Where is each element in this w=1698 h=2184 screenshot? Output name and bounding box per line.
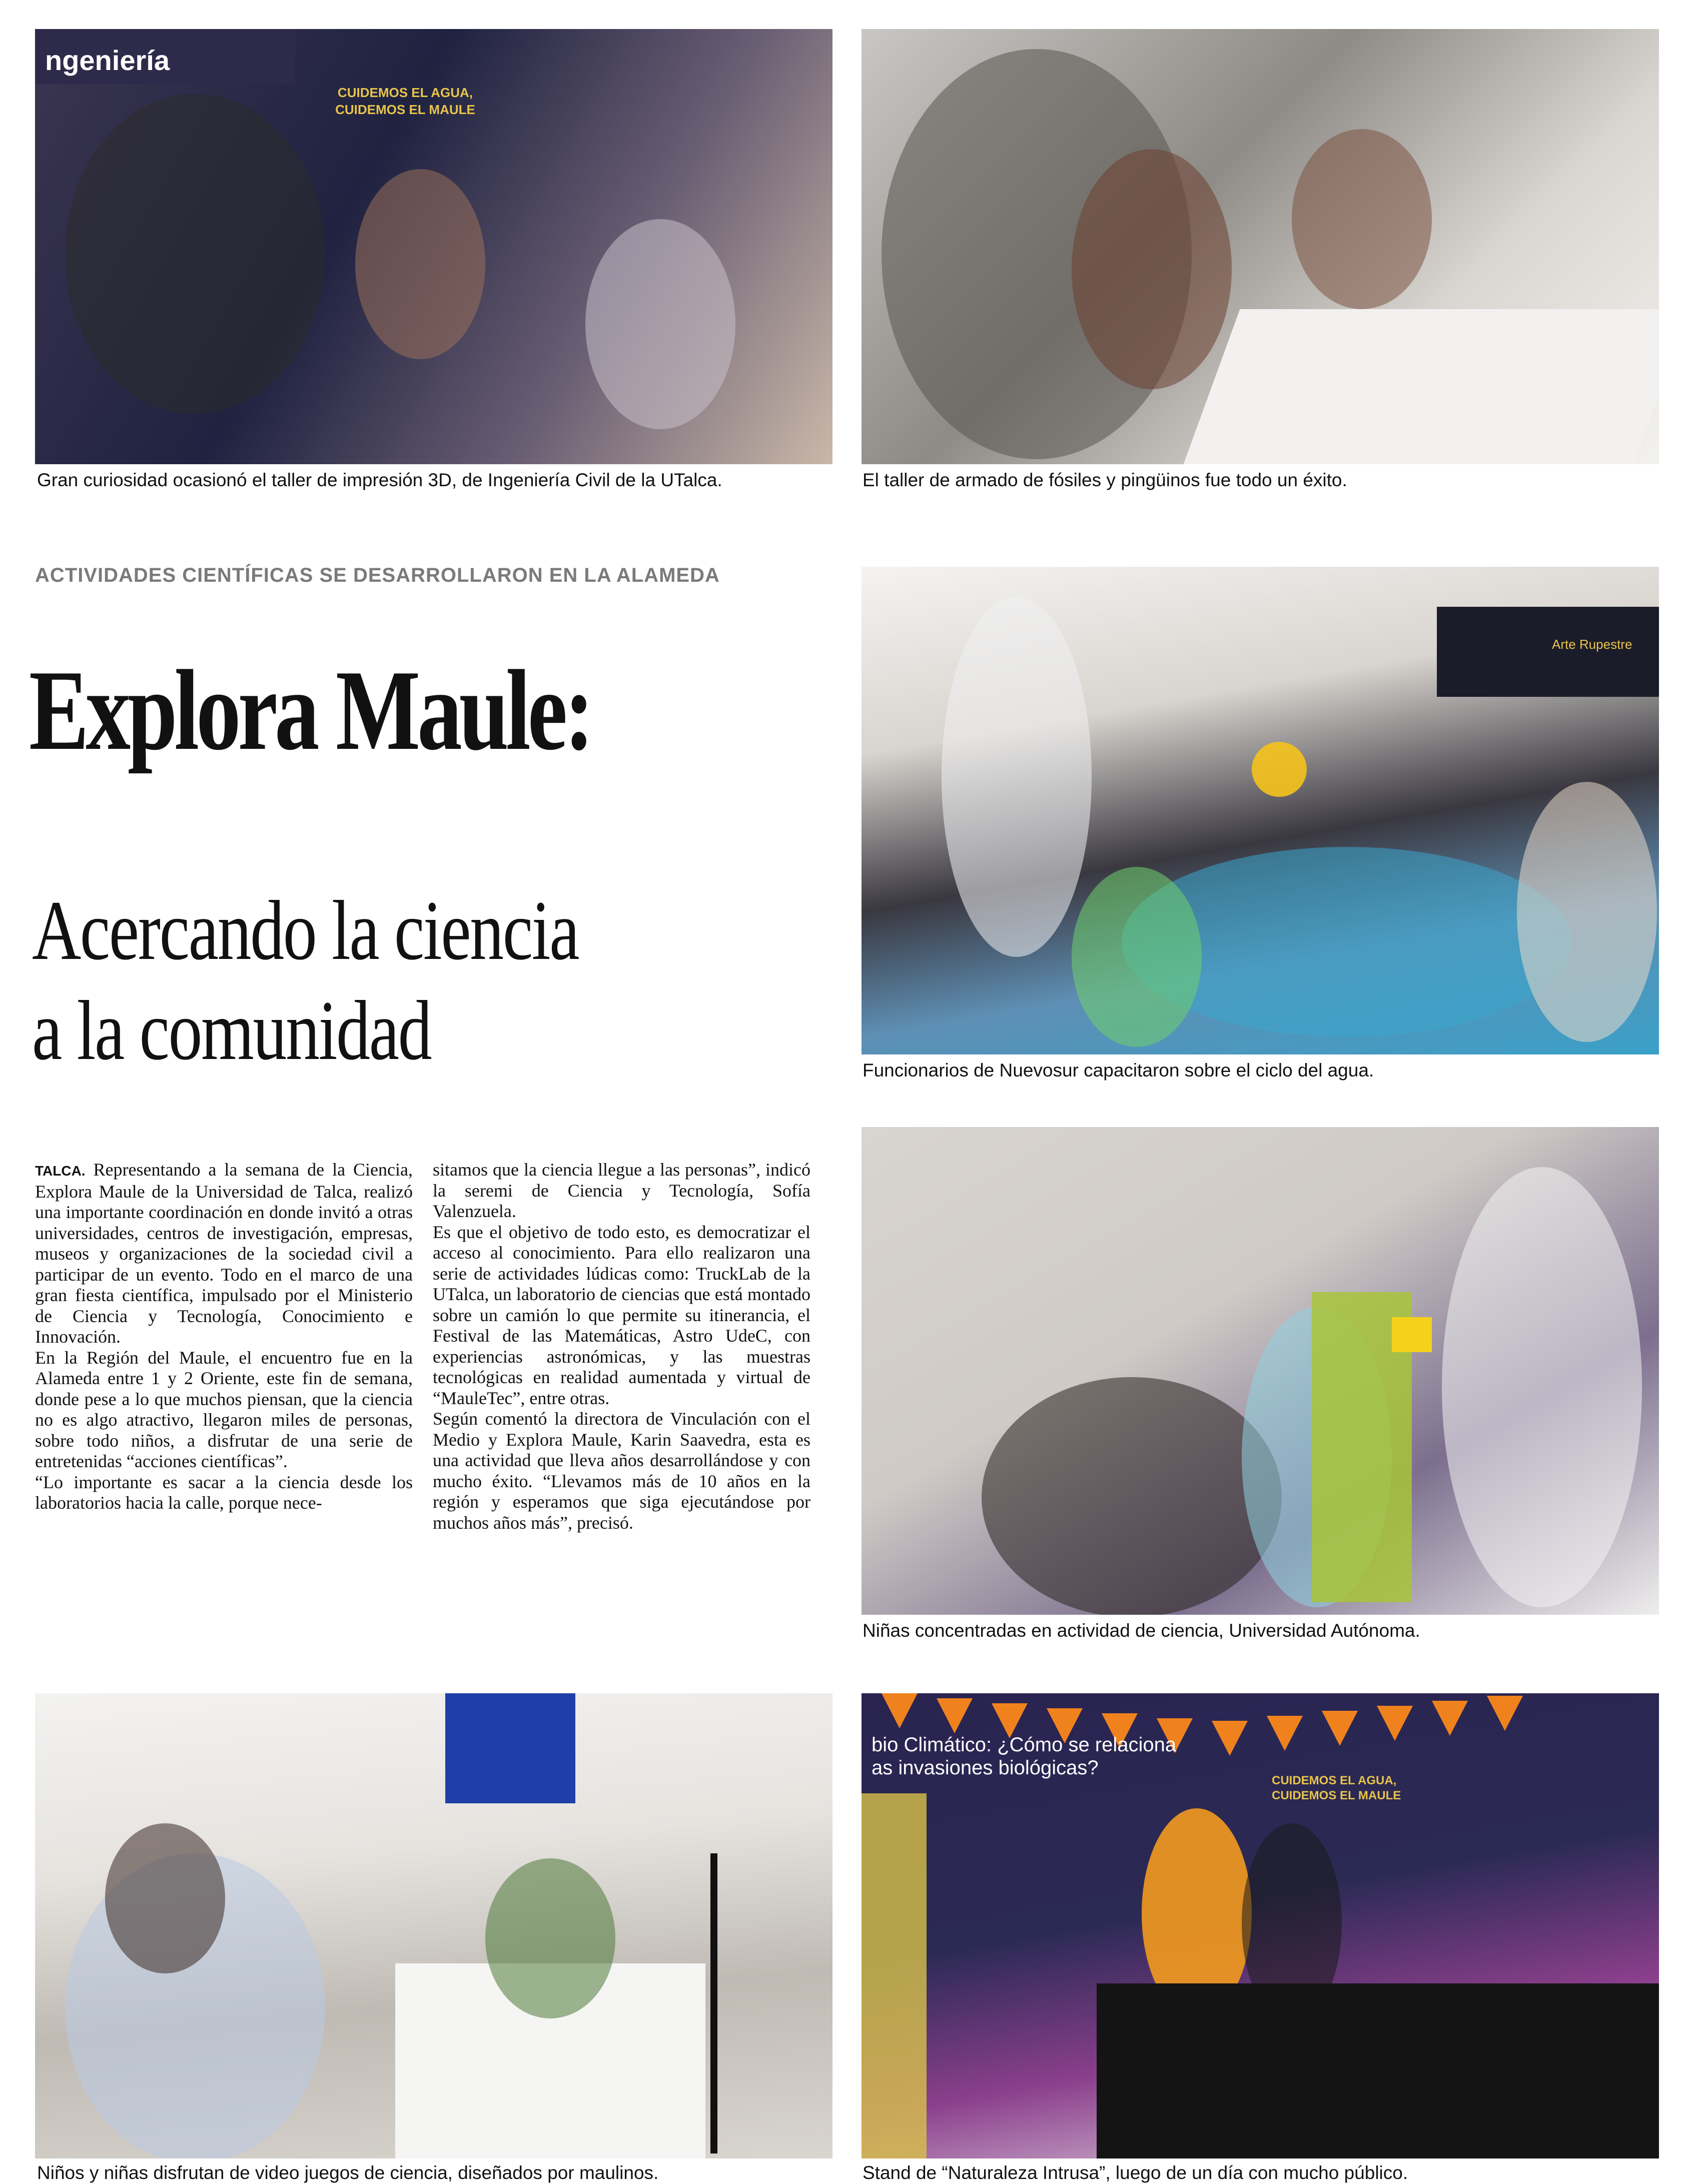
- photo-sign-line: CUIDEMOS EL MAULE: [335, 102, 475, 117]
- photo-science-video-games: [35, 1693, 832, 2158]
- photo-banner-line: bio Climático: ¿Cómo se relaciona: [872, 1734, 1177, 1756]
- article-paragraph: En la Región del Maule, el encuentro fue en la Alameda entre 1 y 2 Oriente, este fin de semana, donde pese a lo que muchos piensan, que la ciencia no es algo atractivo, llegaron miles de personas, sobre todo niños, a disfrutar de una serie de entretenidas “acciones científicas”.: [35, 1347, 413, 1471]
- photo-3d-printing-workshop: [35, 29, 832, 464]
- article-paragraph: TALCA. Representando a la semana de la Ciencia, Explora Maule de la Universidad de Talca, realizó una importante coordinación en donde invitó a otras universidades, centros de investigación, empresas, museos y organizaciones de la sociedad civil a participar de un evento. Todo en el marco de una gran fiesta científica, impulsado por el Ministerio de Ciencia y Tecnología, Conocimiento e Innovación.: [35, 1160, 413, 1347]
- photo-banner-text: ngeniería: [45, 45, 170, 76]
- photo-caption: Niñas concentradas en actividad de ciencia, Universidad Autónoma.: [863, 1620, 1420, 1641]
- photo-sign-text: Arte Rupestre: [1552, 637, 1632, 652]
- photo-naturaleza-intrusa-stand: [862, 1693, 1659, 2158]
- photo-caption: Stand de “Naturaleza Intrusa”, luego de un día con mucho público.: [863, 2162, 1408, 2183]
- subhead-line: a la comunidad: [32, 983, 431, 1077]
- photo-sign-line: CUIDEMOS EL MAULE: [1272, 1789, 1401, 1802]
- article-dateline: TALCA.: [35, 1163, 86, 1179]
- photo-girls-science-activity: [862, 1127, 1659, 1615]
- article-subhead: [32, 880, 712, 1080]
- photo-sign-line: CUIDEMOS EL AGUA,: [337, 85, 473, 100]
- photo-water-cycle: [862, 567, 1659, 1054]
- photo-caption: Funcionarios de Nuevosur capacitaron sobre el ciclo del agua.: [863, 1060, 1374, 1080]
- article-paragraph: “Lo importante es sacar a la ciencia desde los laboratorios hacia la calle, porque nece-: [35, 1472, 413, 1513]
- photo-banner-line: as invasiones biológicas?: [872, 1757, 1099, 1779]
- subhead-line: Acercando la ciencia: [32, 883, 579, 977]
- article-column-2: [433, 1160, 810, 1533]
- article-kicker: ACTIVIDADES CIENTÍFICAS SE DESARROLLARON EN LA ALAMEDA: [35, 564, 720, 586]
- article-column-1: [35, 1160, 413, 1514]
- article-paragraph: sitamos que la ciencia llegue a las personas”, indicó la seremi de Ciencia y Tecnología, Sofía Valenzuela.: [433, 1160, 810, 1221]
- photo-caption: Niños y niñas disfrutan de video juegos de ciencia, diseñados por maulinos.: [37, 2162, 659, 2183]
- article-paragraph: Según comentó la directora de Vinculación con el Medio y Explora Maule, Karin Saavedra, esta es una actividad que lleva años desarrollándose y con mucho éxito. “Llevamos más de 10 años en la región y esperamos que siga ejecutándose por muchos años más”, precisó.: [433, 1409, 810, 1533]
- photo-fossil-penguin-workshop: [862, 29, 1659, 464]
- photo-caption: Gran curiosidad ocasionó el taller de impresión 3D, de Ingeniería Civil de la UTalca.: [37, 470, 722, 490]
- photo-caption: El taller de armado de fósiles y pingüinos fue todo un éxito.: [863, 470, 1347, 490]
- article-paragraph: Es que el objetivo de todo esto, es democratizar el acceso al conocimiento. Para ello realizaron una serie de actividades lúdicas como: TruckLab de la UTalca, un laboratorio de ciencias que está montado sobre un camión lo que permite su itinerancia, el Festival de las Matemáticas, Astro UdeC, con experiencias astronómicas, y las muestras tecnológicas en realidad aumentada y virtual de “MauleTec”, entre otras.: [433, 1222, 810, 1408]
- article-headline: Explora Maule:: [29, 646, 591, 774]
- photo-sign-line: CUIDEMOS EL AGUA,: [1272, 1774, 1397, 1787]
